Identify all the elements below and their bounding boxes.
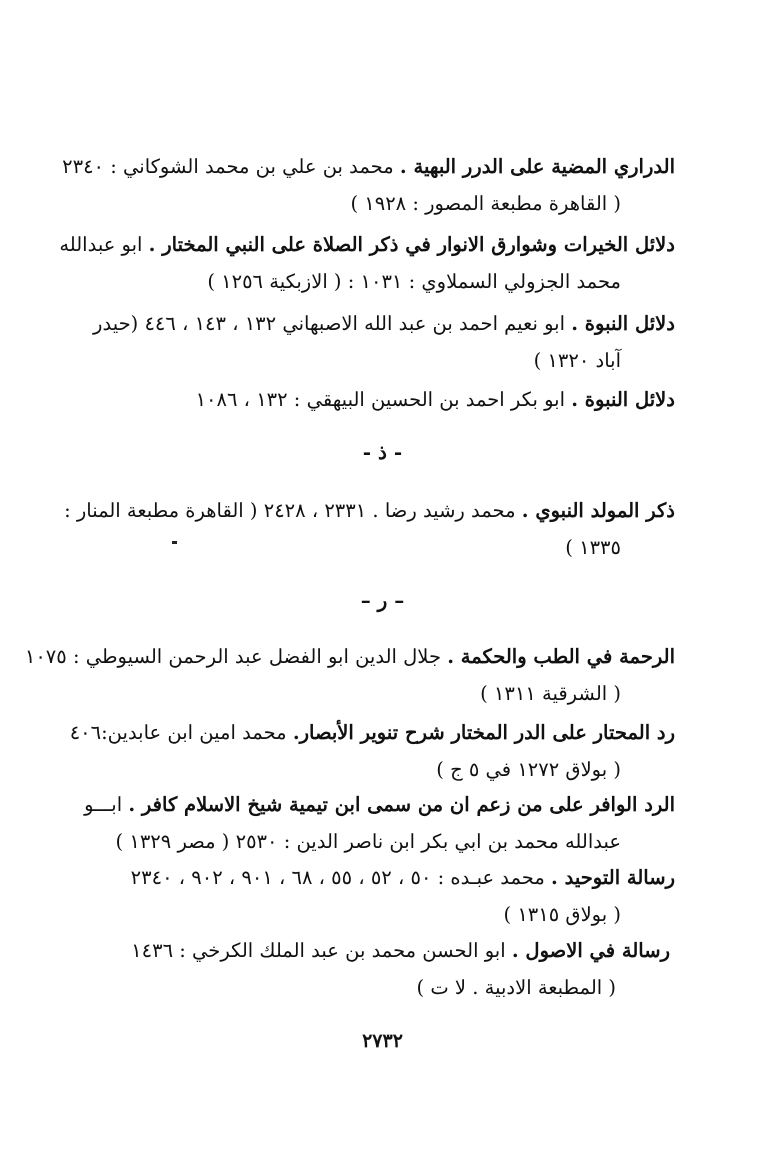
- entry-publication: عبدالله محمد بن ابي بكر ابن ناصر الدين : ٢٥٣٠ ( مصر ١٣٢٩ ): [115, 830, 621, 853]
- entry-first-line: [64, 492, 675, 529]
- bibliography-entry: [64, 492, 675, 566]
- entry-first-line: [70, 714, 675, 751]
- entry-publication: آباد ١٣٢٠ ): [533, 349, 621, 372]
- entry-publication: ( بولاق ١٢٧٢ في ٥ ج ): [436, 758, 621, 781]
- entry-first-line: [131, 859, 675, 896]
- entry-title: دلائل الخيرات وشوارق الانوار في ذكر الصلاة على النبي المختار .: [148, 233, 675, 256]
- entry-title: الرحمة في الطب والحكمة .: [447, 645, 675, 668]
- bibliography-entry: [196, 381, 675, 418]
- entry-author: ابو بكر احمد بن الحسين البيهقي : ١٣٢ ، ١٠٨٦: [195, 388, 565, 411]
- entry-publication: ( الشرقية ١٣١١ ): [480, 682, 621, 705]
- entry-author: ابو الحسن محمد بن عبد الملك الكرخي : ١٤٣٦: [131, 939, 506, 962]
- entry-first-line: [59, 226, 675, 263]
- entry-title: رسالة في الاصول .: [511, 939, 670, 962]
- entry-first-line: [196, 381, 675, 418]
- section-heading: - ذ -: [362, 440, 403, 464]
- entry-author: ابو عبدالله: [59, 233, 143, 256]
- entry-author: ابو نعيم احمد بن عبد الله الاصبهاني ١٣٢ ، ١٤٣ ، ٤٤٦ (حيدر: [93, 312, 565, 335]
- entry-title: رسالة التوحيد .: [551, 866, 675, 889]
- bibliography-entry: [62, 148, 675, 222]
- bibliography-entry: [25, 638, 675, 712]
- entry-publication: ( بولاق ١٣١٥ ): [503, 903, 621, 926]
- entry-author: جلال الدين ابو الفضل عبد الرحمن السيوطي : ١٠٧٥: [24, 645, 441, 668]
- entry-title: ذكر المولد النبوي .: [521, 499, 675, 522]
- bibliography-entry: [59, 226, 675, 300]
- bibliography-entry: [131, 859, 675, 933]
- entry-author: ابـــو: [84, 793, 123, 816]
- entry-title: الدراري المضية على الدرر البهية .: [399, 155, 675, 178]
- entry-author: محمد بن علي بن محمد الشوكاني : ٢٣٤٠: [62, 155, 394, 178]
- entry-title: رد المحتار على الدر المختار شرح تنوير الأبصار.: [292, 721, 675, 744]
- entry-publication: محمد الجزولي السملاوي : ١٠٣١ : ( الازبكية ١٢٥٦ ): [207, 270, 621, 293]
- bibliography-entry: [93, 305, 675, 379]
- entry-author: محمد امين ابن عابدين:٤٠٦: [69, 721, 287, 744]
- entry-publication: ( القاهرة مطبعة المصور : ١٩٢٨ ): [350, 192, 621, 215]
- entry-title: الرد الوافر على من زعم ان من سمى ابن تيمية شيخ الاسلام كافر .: [128, 793, 675, 816]
- bibliography-entry: [70, 714, 675, 788]
- page-number: ٢٧٣٢: [362, 1030, 403, 1052]
- entry-publication: ( المطبعة الادبية . لا ت ): [416, 976, 616, 999]
- bibliography-entry: [131, 932, 670, 1006]
- entry-title: دلائل النبوة .: [571, 312, 675, 335]
- ink-speck: [172, 541, 177, 544]
- entry-author: محمد عبـده : ٥٠ ، ٥٢ ، ٥٥ ، ٦٨ ، ٩٠١ ، ٩٠٢ ، ٢٣٤٠: [130, 866, 545, 889]
- entry-first-line: [62, 148, 675, 185]
- entry-first-line: [131, 932, 670, 969]
- entry-author: محمد رشيد رضا . ٢٣٣١ ، ٢٤٢٨ ( القاهرة مطبعة المنار :: [64, 499, 516, 522]
- section-heading: – ر –: [360, 588, 405, 612]
- entry-title: دلائل النبوة .: [571, 388, 675, 411]
- bibliography-entry: [84, 786, 675, 860]
- entry-first-line: [84, 786, 675, 823]
- entry-first-line: [25, 638, 675, 675]
- entry-publication: ١٣٣٥ ): [565, 536, 621, 559]
- entry-first-line: [93, 305, 675, 342]
